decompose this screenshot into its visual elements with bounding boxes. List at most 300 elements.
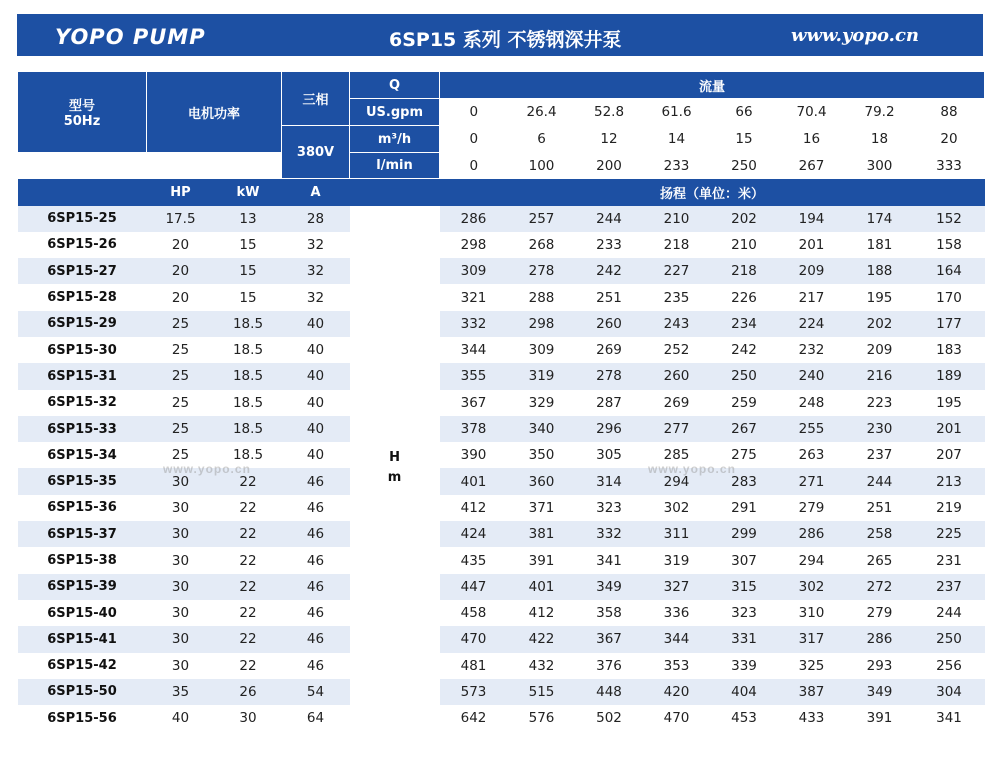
- head-value-cell: 291: [711, 495, 778, 521]
- head-value-cell: 225: [914, 521, 985, 547]
- table-row: [18, 547, 985, 573]
- amp-cell: 40: [282, 311, 350, 337]
- head-value-cell: 458: [440, 600, 508, 626]
- kw-cell: 26: [215, 679, 282, 705]
- model-cell: 6SP15-34: [18, 442, 147, 468]
- flow-value: 0: [440, 99, 508, 126]
- head-value-cell: 223: [846, 390, 914, 416]
- table-row: [18, 284, 985, 310]
- head-value-cell: 390: [440, 442, 508, 468]
- head-value-cell: 470: [440, 626, 508, 652]
- kw-cell: 15: [215, 258, 282, 284]
- head-value-cell: 432: [508, 653, 576, 679]
- head-value-cell: 235: [643, 284, 711, 310]
- model-cell: 6SP15-25: [18, 206, 147, 232]
- head-value-cell: 195: [846, 284, 914, 310]
- head-value-cell: 325: [778, 653, 846, 679]
- head-value-cell: 286: [846, 626, 914, 652]
- model-cell: 6SP15-37: [18, 521, 147, 547]
- amp-cell: 54: [282, 679, 350, 705]
- hp-cell: 40: [147, 705, 215, 731]
- head-value-cell: 317: [778, 626, 846, 652]
- head-value-cell: 481: [440, 653, 508, 679]
- kw-cell: 22: [215, 626, 282, 652]
- head-value-cell: 339: [711, 653, 778, 679]
- head-value-cell: 287: [576, 390, 643, 416]
- head-value-cell: 304: [914, 679, 985, 705]
- flow-value: 61.6: [643, 99, 711, 126]
- amp-cell: 46: [282, 600, 350, 626]
- model-cell: 6SP15-33: [18, 416, 147, 442]
- hp-cell: 20: [147, 284, 215, 310]
- hp-header: HP: [147, 179, 215, 206]
- model-cell: 6SP15-41: [18, 626, 147, 652]
- head-value-cell: 216: [846, 363, 914, 389]
- head-value-cell: 194: [778, 206, 846, 232]
- hp-cell: 30: [147, 521, 215, 547]
- hp-cell: 30: [147, 574, 215, 600]
- kw-cell: 22: [215, 600, 282, 626]
- flow-value: 0: [440, 153, 508, 179]
- head-value-cell: 294: [778, 547, 846, 573]
- head-value-cell: 202: [846, 311, 914, 337]
- head-value-cell: 251: [846, 495, 914, 521]
- amp-cell: 46: [282, 574, 350, 600]
- head-header: 扬程（单位：米）: [440, 179, 985, 206]
- head-value-cell: 210: [643, 206, 711, 232]
- model-cell: 6SP15-40: [18, 600, 147, 626]
- amp-cell: 40: [282, 390, 350, 416]
- amp-cell: 46: [282, 521, 350, 547]
- hp-cell: 25: [147, 311, 215, 337]
- head-value-cell: 158: [914, 232, 985, 258]
- head-value-cell: 642: [440, 705, 508, 731]
- flow-value: 18: [846, 126, 914, 153]
- head-value-cell: 327: [643, 574, 711, 600]
- head-value-cell: 424: [440, 521, 508, 547]
- head-value-cell: 323: [711, 600, 778, 626]
- kw-cell: 22: [215, 653, 282, 679]
- flow-value: 333: [914, 153, 985, 179]
- head-value-cell: 298: [440, 232, 508, 258]
- head-value-cell: 174: [846, 206, 914, 232]
- head-value-cell: 336: [643, 600, 711, 626]
- flow-unit: m³/h: [350, 126, 440, 153]
- head-value-cell: 232: [778, 337, 846, 363]
- hp-cell: 17.5: [147, 206, 215, 232]
- phase-header: 三相: [282, 72, 350, 126]
- hp-cell: 25: [147, 390, 215, 416]
- header-spacer: [18, 153, 147, 179]
- head-value-cell: 259: [711, 390, 778, 416]
- table-row: [18, 679, 985, 705]
- kw-cell: 22: [215, 495, 282, 521]
- q-label: Q: [350, 72, 440, 99]
- head-value-cell: 170: [914, 284, 985, 310]
- head-value-cell: 286: [778, 521, 846, 547]
- head-value-cell: 244: [576, 206, 643, 232]
- model-cell: 6SP15-38: [18, 547, 147, 573]
- head-value-cell: 248: [778, 390, 846, 416]
- head-value-cell: 344: [440, 337, 508, 363]
- head-value-cell: 299: [711, 521, 778, 547]
- head-value-cell: 258: [846, 521, 914, 547]
- head-value-cell: 237: [846, 442, 914, 468]
- head-value-cell: 255: [778, 416, 846, 442]
- head-value-cell: 230: [846, 416, 914, 442]
- amp-cell: 46: [282, 547, 350, 573]
- kw-cell: 18.5: [215, 390, 282, 416]
- flow-value: 0: [440, 126, 508, 153]
- amp-cell: 28: [282, 206, 350, 232]
- head-value-cell: 286: [440, 206, 508, 232]
- head-value-cell: 420: [643, 679, 711, 705]
- model-cell: 6SP15-27: [18, 258, 147, 284]
- table-row: [18, 232, 985, 258]
- table-row: [18, 495, 985, 521]
- head-value-cell: 226: [711, 284, 778, 310]
- head-value-cell: 573: [440, 679, 508, 705]
- kw-cell: 18.5: [215, 363, 282, 389]
- head-value-cell: 298: [508, 311, 576, 337]
- head-value-cell: 210: [711, 232, 778, 258]
- head-value-cell: 433: [778, 705, 846, 731]
- kw-cell: 13: [215, 206, 282, 232]
- amp-cell: 40: [282, 416, 350, 442]
- flow-value: 200: [576, 153, 643, 179]
- table-row: [18, 600, 985, 626]
- head-value-cell: 269: [643, 390, 711, 416]
- kw-cell: 18.5: [215, 416, 282, 442]
- head-value-cell: 217: [778, 284, 846, 310]
- head-value-cell: 244: [914, 600, 985, 626]
- flow-row-lmin: [18, 153, 985, 179]
- model-cell: 6SP15-31: [18, 363, 147, 389]
- flow-value: 88: [914, 99, 985, 126]
- kw-header: kW: [215, 179, 282, 206]
- head-value-cell: 233: [576, 232, 643, 258]
- head-value-cell: 177: [914, 311, 985, 337]
- hp-cell: 30: [147, 468, 215, 494]
- head-value-cell: 257: [508, 206, 576, 232]
- head-value-cell: 209: [846, 337, 914, 363]
- head-value-cell: 251: [576, 284, 643, 310]
- website-url: www.yopo.cn: [791, 25, 919, 46]
- head-value-cell: 269: [576, 337, 643, 363]
- head-value-cell: 218: [711, 258, 778, 284]
- head-value-cell: 502: [576, 705, 643, 731]
- flow-value: 100: [508, 153, 576, 179]
- head-value-cell: 267: [711, 416, 778, 442]
- head-value-cell: 189: [914, 363, 985, 389]
- kw-cell: 22: [215, 468, 282, 494]
- model-cell: 6SP15-26: [18, 232, 147, 258]
- header-spacer: [147, 153, 282, 179]
- head-value-cell: 332: [440, 311, 508, 337]
- units-spacer: [350, 179, 440, 206]
- head-value-cell: 341: [576, 547, 643, 573]
- head-value-cell: 391: [846, 705, 914, 731]
- head-value-cell: 234: [711, 311, 778, 337]
- head-value-cell: 391: [508, 547, 576, 573]
- head-value-cell: 202: [711, 206, 778, 232]
- head-value-cell: 164: [914, 258, 985, 284]
- hp-cell: 25: [147, 363, 215, 389]
- title-banner: [17, 14, 983, 56]
- head-value-cell: 305: [576, 442, 643, 468]
- head-value-cell: 218: [643, 232, 711, 258]
- kw-cell: 18.5: [215, 337, 282, 363]
- hp-cell: 30: [147, 547, 215, 573]
- head-value-cell: 243: [643, 311, 711, 337]
- head-value-cell: 371: [508, 495, 576, 521]
- head-value-cell: 329: [508, 390, 576, 416]
- flow-header: 流量: [440, 72, 985, 99]
- head-value-cell: 201: [778, 232, 846, 258]
- units-header-row: [18, 179, 985, 206]
- head-value-cell: 201: [914, 416, 985, 442]
- model-header: [18, 72, 147, 153]
- hp-cell: 30: [147, 600, 215, 626]
- head-value-cell: 260: [576, 311, 643, 337]
- head-value-cell: 515: [508, 679, 576, 705]
- amp-cell: 32: [282, 258, 350, 284]
- flow-value: 16: [778, 126, 846, 153]
- head-value-cell: 401: [440, 468, 508, 494]
- head-value-cell: 367: [576, 626, 643, 652]
- model-cell: 6SP15-29: [18, 311, 147, 337]
- kw-cell: 22: [215, 574, 282, 600]
- hp-cell: 30: [147, 495, 215, 521]
- kw-cell: 15: [215, 232, 282, 258]
- head-value-cell: 387: [778, 679, 846, 705]
- kw-cell: 18.5: [215, 311, 282, 337]
- amp-cell: 46: [282, 468, 350, 494]
- table-row: [18, 311, 985, 337]
- flow-value: 26.4: [508, 99, 576, 126]
- head-value-cell: 341: [914, 705, 985, 731]
- motor-power-header: 电机功率: [147, 72, 282, 153]
- head-value-cell: 353: [643, 653, 711, 679]
- hp-cell: 25: [147, 337, 215, 363]
- head-value-cell: 311: [643, 521, 711, 547]
- head-value-cell: 231: [914, 547, 985, 573]
- head-value-cell: 294: [643, 468, 711, 494]
- head-value-cell: 278: [576, 363, 643, 389]
- flow-value: 14: [643, 126, 711, 153]
- page-title: 6SP15 系列 不锈钢深井泵: [389, 29, 622, 51]
- units-spacer: [18, 179, 147, 206]
- table-row: [18, 363, 985, 389]
- head-value-cell: 288: [508, 284, 576, 310]
- head-value-cell: 349: [576, 574, 643, 600]
- head-value-cell: 319: [643, 547, 711, 573]
- kw-cell: 22: [215, 547, 282, 573]
- head-value-cell: 271: [778, 468, 846, 494]
- model-cell: 6SP15-42: [18, 653, 147, 679]
- table-row: [18, 416, 985, 442]
- head-value-cell: 470: [643, 705, 711, 731]
- head-value-cell: 349: [846, 679, 914, 705]
- table-row: [18, 574, 985, 600]
- amp-cell: 40: [282, 442, 350, 468]
- head-value-cell: 412: [508, 600, 576, 626]
- head-value-cell: 404: [711, 679, 778, 705]
- head-value-cell: 237: [914, 574, 985, 600]
- head-value-cell: 244: [846, 468, 914, 494]
- kw-cell: 22: [215, 521, 282, 547]
- head-value-cell: 309: [508, 337, 576, 363]
- head-value-cell: 302: [643, 495, 711, 521]
- flow-value: 79.2: [846, 99, 914, 126]
- amp-cell: 32: [282, 284, 350, 310]
- flow-value: 6: [508, 126, 576, 153]
- head-value-cell: 344: [643, 626, 711, 652]
- head-value-cell: 209: [778, 258, 846, 284]
- flow-value: 52.8: [576, 99, 643, 126]
- head-value-cell: 260: [643, 363, 711, 389]
- brand-name: YOPO PUMP: [55, 25, 206, 49]
- head-value-cell: 376: [576, 653, 643, 679]
- head-value-cell: 207: [914, 442, 985, 468]
- head-value-cell: 323: [576, 495, 643, 521]
- flow-value: 20: [914, 126, 985, 153]
- model-cell: 6SP15-56: [18, 705, 147, 731]
- flow-unit: US.gpm: [350, 99, 440, 126]
- flow-value: 300: [846, 153, 914, 179]
- head-value-cell: 283: [711, 468, 778, 494]
- flow-unit: l/min: [350, 153, 440, 179]
- head-value-cell: 240: [778, 363, 846, 389]
- flow-value: 250: [711, 153, 778, 179]
- table-row: [18, 258, 985, 284]
- hp-cell: 35: [147, 679, 215, 705]
- hp-cell: 30: [147, 626, 215, 652]
- head-value-cell: 250: [914, 626, 985, 652]
- model-cell: 6SP15-50: [18, 679, 147, 705]
- amp-cell: 46: [282, 653, 350, 679]
- head-value-cell: 296: [576, 416, 643, 442]
- head-value-cell: 219: [914, 495, 985, 521]
- amp-header: A: [282, 179, 350, 206]
- amp-cell: 46: [282, 626, 350, 652]
- head-value-cell: 340: [508, 416, 576, 442]
- hp-cell: 25: [147, 416, 215, 442]
- head-value-cell: 277: [643, 416, 711, 442]
- head-value-cell: 331: [711, 626, 778, 652]
- model-header-label: 型号: [68, 99, 95, 114]
- head-value-cell: 188: [846, 258, 914, 284]
- watermark: www.yopo.cn: [648, 462, 736, 476]
- head-value-cell: 302: [778, 574, 846, 600]
- head-value-cell: 195: [914, 390, 985, 416]
- head-value-cell: 265: [846, 547, 914, 573]
- flow-value: 70.4: [778, 99, 846, 126]
- head-value-cell: 447: [440, 574, 508, 600]
- model-cell: 6SP15-30: [18, 337, 147, 363]
- head-value-cell: 256: [914, 653, 985, 679]
- head-value-cell: 321: [440, 284, 508, 310]
- model-cell: 6SP15-39: [18, 574, 147, 600]
- head-value-cell: 213: [914, 468, 985, 494]
- head-value-cell: 453: [711, 705, 778, 731]
- head-value-cell: 401: [508, 574, 576, 600]
- head-value-cell: 576: [508, 705, 576, 731]
- head-value-cell: 358: [576, 600, 643, 626]
- head-value-cell: 448: [576, 679, 643, 705]
- head-value-cell: 252: [643, 337, 711, 363]
- kw-cell: 18.5: [215, 442, 282, 468]
- amp-cell: 46: [282, 495, 350, 521]
- amp-cell: 40: [282, 363, 350, 389]
- amp-cell: 32: [282, 232, 350, 258]
- head-value-cell: 367: [440, 390, 508, 416]
- flow-value: 267: [778, 153, 846, 179]
- head-value-cell: 152: [914, 206, 985, 232]
- model-cell: 6SP15-35: [18, 468, 147, 494]
- table-row: [18, 521, 985, 547]
- head-value-cell: 183: [914, 337, 985, 363]
- head-value-cell: 293: [846, 653, 914, 679]
- head-value-cell: 242: [576, 258, 643, 284]
- head-value-cell: 307: [711, 547, 778, 573]
- head-value-cell: 309: [440, 258, 508, 284]
- head-value-cell: 268: [508, 232, 576, 258]
- head-value-cell: 315: [711, 574, 778, 600]
- head-value-cell: 242: [711, 337, 778, 363]
- head-value-cell: 285: [643, 442, 711, 468]
- table-row: [18, 653, 985, 679]
- head-value-cell: 314: [576, 468, 643, 494]
- head-value-cell: 381: [508, 521, 576, 547]
- hp-cell: 20: [147, 258, 215, 284]
- table-row: [18, 337, 985, 363]
- head-value-cell: 355: [440, 363, 508, 389]
- head-value-cell: 227: [643, 258, 711, 284]
- hp-cell: 25: [147, 442, 215, 468]
- amp-cell: 40: [282, 337, 350, 363]
- kw-cell: 30: [215, 705, 282, 731]
- head-value-cell: 422: [508, 626, 576, 652]
- flow-value: 233: [643, 153, 711, 179]
- spec-table: [17, 71, 985, 731]
- model-cell: 6SP15-28: [18, 284, 147, 310]
- head-value-cell: 332: [576, 521, 643, 547]
- head-value-cell: 279: [846, 600, 914, 626]
- table-row: [18, 626, 985, 652]
- table-row: [18, 390, 985, 416]
- head-value-cell: 360: [508, 468, 576, 494]
- table-row: [18, 206, 985, 232]
- voltage-label: 380V: [282, 126, 350, 179]
- kw-cell: 15: [215, 284, 282, 310]
- head-value-cell: 378: [440, 416, 508, 442]
- model-cell: 6SP15-36: [18, 495, 147, 521]
- head-value-cell: 279: [778, 495, 846, 521]
- head-value-cell: 263: [778, 442, 846, 468]
- flow-value: 66: [711, 99, 778, 126]
- head-value-cell: 412: [440, 495, 508, 521]
- amp-cell: 64: [282, 705, 350, 731]
- hp-cell: 30: [147, 653, 215, 679]
- head-unit-m: m: [387, 470, 402, 486]
- head-value-cell: 319: [508, 363, 576, 389]
- head-value-cell: 350: [508, 442, 576, 468]
- hp-cell: 20: [147, 232, 215, 258]
- head-value-cell: 250: [711, 363, 778, 389]
- head-value-cell: 435: [440, 547, 508, 573]
- head-value-cell: 310: [778, 600, 846, 626]
